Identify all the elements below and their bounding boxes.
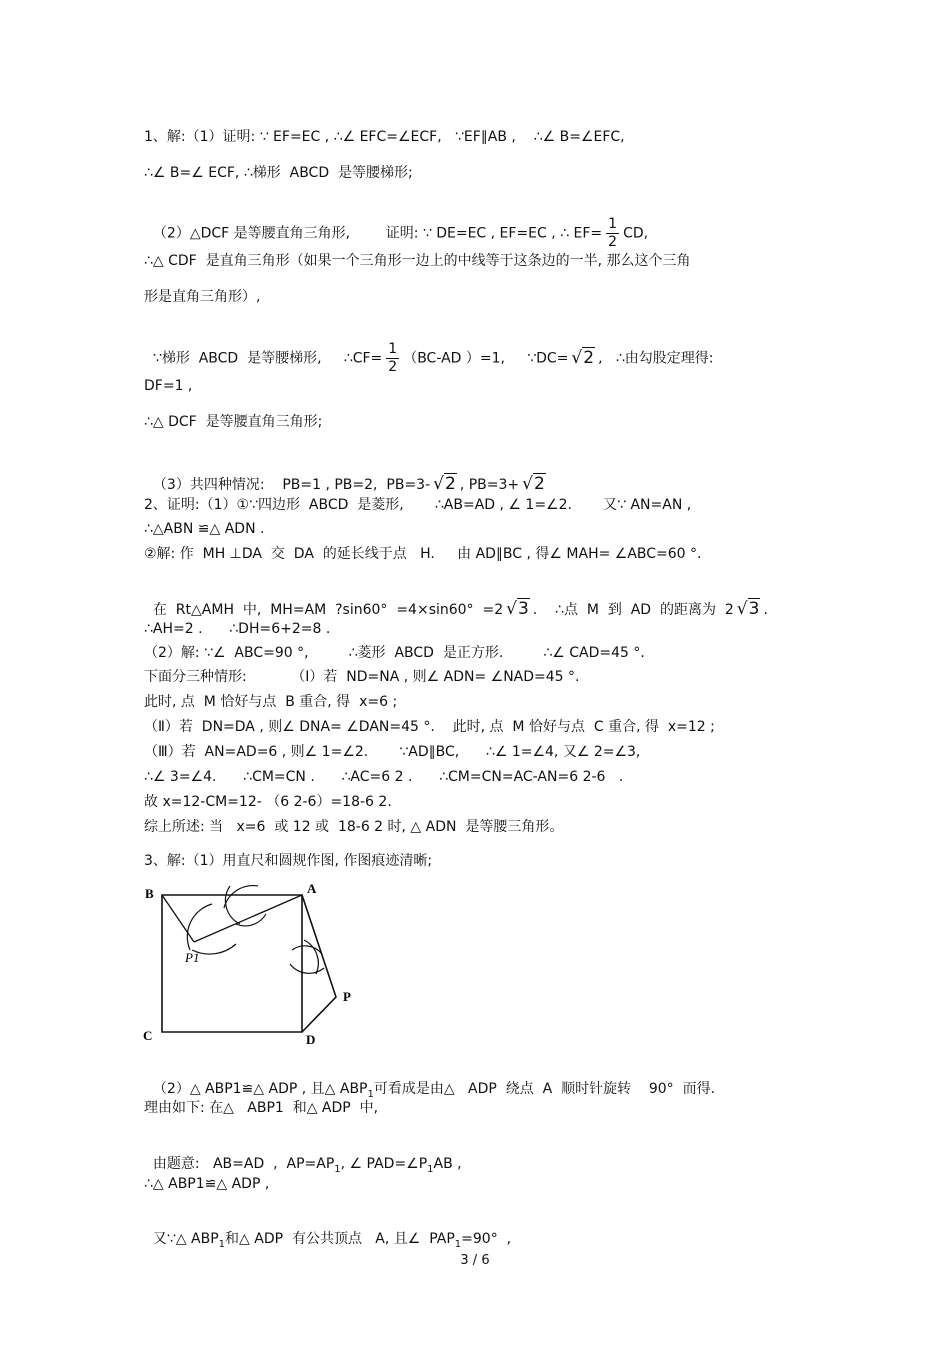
solution-line — [144, 198, 648, 251]
text: 和△ ADP 有公共顶点 A, 且∠ PAP — [225, 1231, 455, 1247]
fraction: $\frac{1}{2}$ — [388, 341, 398, 375]
text: . ∴点 M 到 AD 的距离为 2 — [532, 602, 734, 618]
solution-line — [144, 1062, 715, 1104]
solution-line — [144, 323, 714, 376]
solution-line: ∴AH=2 . ∴DH=6+2=8 . — [144, 621, 331, 637]
subscript: 1 — [367, 1088, 374, 1100]
label-b: B — [145, 886, 154, 901]
text: （BC-AD ）=1, ∵DC= — [403, 350, 569, 367]
solution-line — [144, 582, 768, 619]
text: AB , — [433, 1156, 462, 1172]
solution-line: ∴∠ 3=∠4. ∴CM=CN . ∴AC=6 2 . ∴CM=CN=AC-AN=6 2-6 . — [144, 769, 624, 785]
sqrt: √2 — [433, 474, 456, 494]
solution-line — [144, 457, 549, 494]
text: 由题意: AB=AD , AP=AP — [152, 1156, 335, 1172]
text: ∵梯形 ABCD 是等腰梯形, ∴CF= — [152, 350, 383, 367]
segment-ap1 — [194, 895, 302, 942]
solution-line: 此时, 点 M 恰好与点 B 重合, 得 x=6 ; — [144, 694, 398, 710]
label-c: C — [143, 1028, 153, 1043]
solution-line: （2）解: ∵∠ ABC=90 °, ∴菱形 ABCD 是正方形. ∴∠ CAD=45 °. — [144, 645, 645, 661]
text: , PB=3+ — [459, 477, 520, 493]
subscript: 1 — [454, 1238, 462, 1250]
construction-arc — [224, 886, 258, 908]
sqrt: √2 — [522, 474, 545, 494]
solution-line: DF=1 , — [144, 378, 193, 394]
text: 在 Rt△AMH 中, MH=AM ?sin60° =4×sin60° =2 — [152, 602, 504, 618]
subscript: 1 — [427, 1163, 434, 1175]
geometry-figure — [140, 878, 370, 1048]
construction-arc — [187, 904, 212, 950]
text: CD, — [623, 225, 649, 242]
segment-bp1 — [162, 895, 194, 942]
solution-line: 故 x=12-CM=12- （6 2-6）=18-6 2. — [144, 794, 392, 810]
solution-2-line: 2、证明:（1）①∵四边形 ABCD 是菱形, ∴AB=AD , ∠ 1=∠2. 又∵ AN=AN , — [144, 497, 692, 513]
text: , ∴由勾股定理得: — [598, 350, 714, 367]
text: （2）△ ABP1≌△ ADP , 且△ ABP — [152, 1081, 368, 1097]
label-p: P — [343, 989, 351, 1004]
label-p1: P1 — [185, 950, 200, 965]
text: 可看成是由△ ADP 绕点 A 顺时针旋转 90° 而得. — [373, 1081, 716, 1097]
construction-arc — [236, 914, 266, 926]
sqrt: √3 — [506, 599, 529, 619]
text: =90° , — [461, 1231, 512, 1247]
square-abcd — [162, 895, 302, 1032]
label-a: A — [307, 881, 317, 896]
subscript: 1 — [334, 1163, 341, 1175]
solution-3-line: 3、解:（1）用直尺和圆规作图, 作图痕迹清晰; — [144, 853, 433, 869]
text: 又∵△ ABP — [152, 1231, 219, 1247]
subscript: 1 — [218, 1238, 226, 1250]
fraction: $\frac{1}{2}$ — [608, 216, 618, 250]
solution-1-line: 1、解:（1）证明: ∵ EF=EC , ∴∠ EFC=∠ECF, ∵EF∥AB , ∴∠ B=∠EFC, — [144, 129, 625, 145]
solution-line: 形是直角三角形）, — [144, 289, 261, 305]
solution-line: ∴∠ B=∠ ECF, ∴梯形 ABCD 是等腰梯形; — [144, 165, 413, 181]
solution-line: （Ⅲ）若 AN=AD=6 , 则∠ 1=∠2. ∵AD∥BC, ∴∠ 1=∠4, 又∠ 2=∠3, — [144, 744, 641, 760]
text: , ∠ PAD=∠P — [340, 1156, 428, 1172]
solution-line: ∴△ABN ≌△ ADN . — [144, 521, 265, 537]
construction-arc — [292, 946, 322, 954]
solution-line — [144, 1137, 462, 1179]
solution-line: ②解: 作 MH ⊥DA 交 DA 的延长线于点 H. 由 AD∥BC , 得∠ MAH= ∠ABC=60 °. — [144, 546, 702, 562]
sqrt: √3 — [736, 599, 760, 619]
solution-line: 下面分三种情形: （Ⅰ）若 ND=NA , 则∠ ADN= ∠NAD=45 °. — [144, 669, 580, 685]
solution-line: ∴△ DCF 是等腰直角三角形; — [144, 414, 323, 430]
text: . — [763, 602, 768, 618]
text: （2）△DCF 是等腰直角三角形, 证明: ∵ DE=EC , EF=EC , ∴ EF= — [152, 225, 603, 242]
solution-line: 综上所述: 当 x=6 或 12 或 18-6 2 时, △ ADN 是等腰三角形。 — [144, 819, 564, 835]
sqrt: √2 — [571, 347, 595, 368]
solution-line: （Ⅱ）若 DN=DA , 则∠ DNA= ∠DAN=45 °. 此时, 点 M 恰好与点 C 重合, 得 x=12 ; — [144, 719, 715, 735]
label-d: D — [306, 1032, 316, 1047]
solution-line — [144, 1212, 511, 1254]
text: （3）共四种情况: PB=1 , PB=2, PB=3- — [152, 477, 431, 493]
solution-line: 理由如下: 在△ ABP1 和△ ADP 中, — [144, 1100, 379, 1116]
solution-line: ∴△ CDF 是直角三角形（如果一个三角形一边上的中线等于这条边的一半, 那么这个三角 — [144, 253, 691, 269]
solution-line: ∴△ ABP1≌△ ADP , — [144, 1176, 270, 1192]
page-number: 3 / 6 — [460, 1253, 490, 1268]
construction-arc — [304, 940, 318, 974]
construction-arc — [225, 886, 240, 924]
